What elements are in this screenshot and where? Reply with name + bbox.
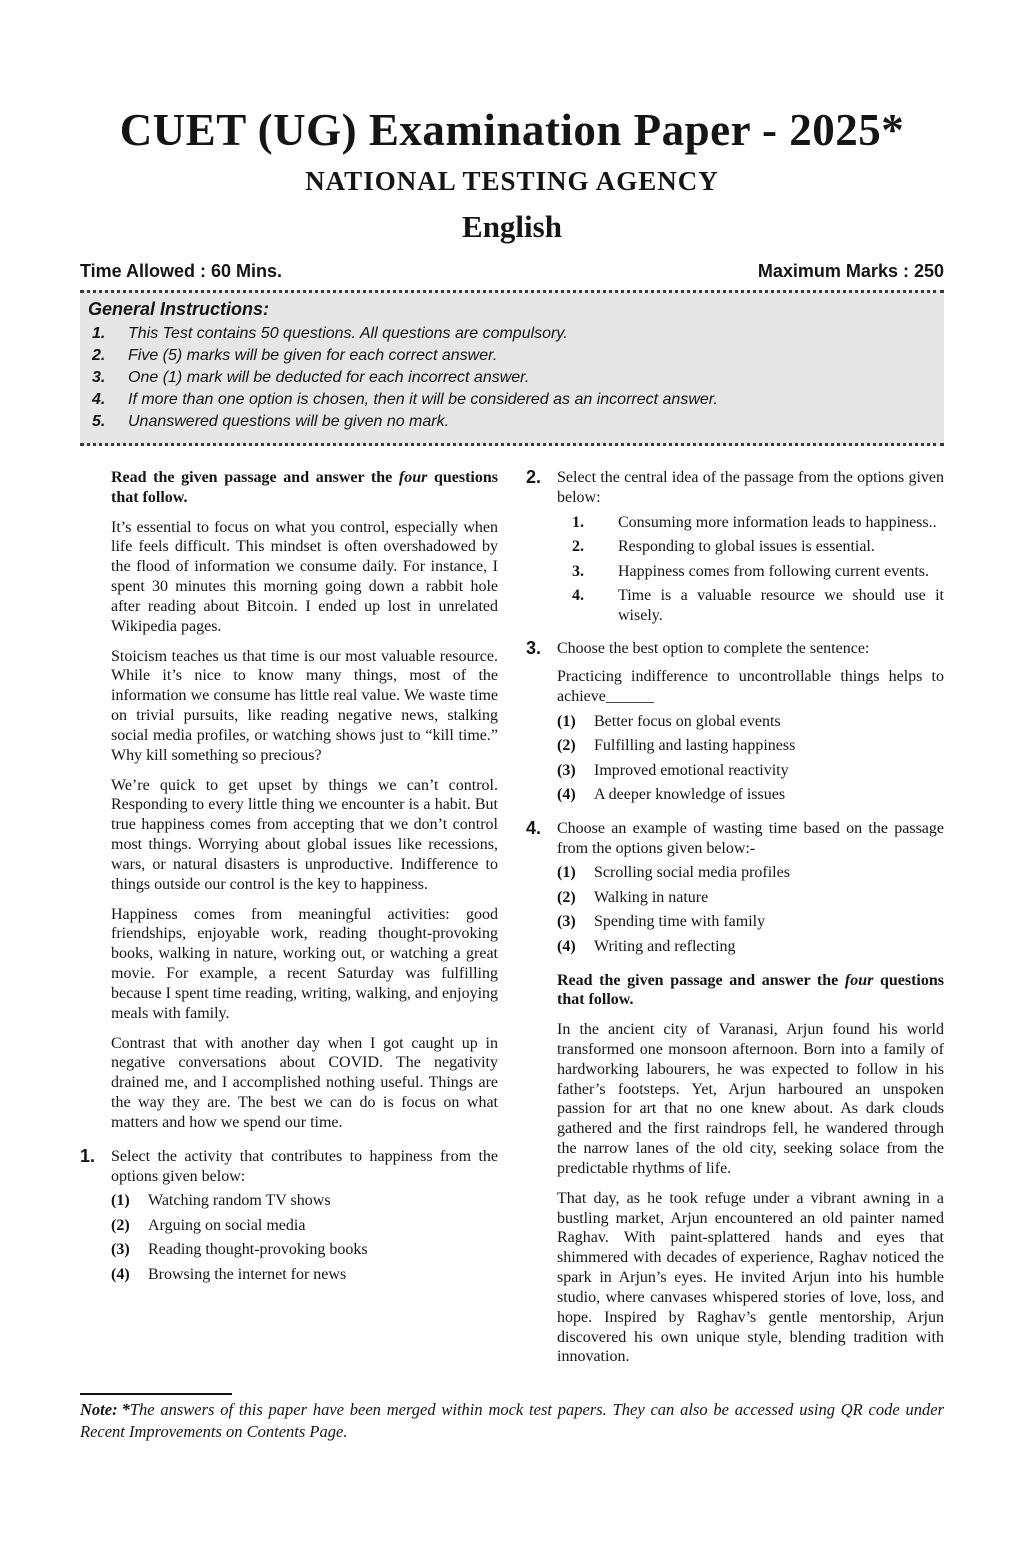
option-text: Walking in nature [594,888,709,906]
passage-header-text: questions that follow. [557,971,944,1009]
passage-paragraph: We’re quick to get upset by things we can’t control. Responding to every little thing we encounter is a habit. But true happiness comes from accepting that we don’t control most things. Worrying about global issues like recessions, wars, or natural disasters is unproductive. Indifference to things outside our control is the key to happiness. [111,776,498,893]
option-text: Arguing on social media [148,1216,306,1234]
question-4 [526,819,944,957]
option-text: Writing and reflecting [594,937,736,955]
question-3 [526,639,944,805]
question-number: 3. [526,638,542,659]
instruction-text: Five (5) marks will be given for each correct answer. [128,347,498,364]
option-label: 3. [572,562,584,580]
option-text: Responding to global issues is essential. [618,538,875,556]
option-label: 1. [572,513,584,531]
instruction-item [88,413,932,431]
option-label: (1) [557,712,576,730]
right-column [526,468,944,1377]
option [557,785,944,805]
option [111,1240,498,1260]
option-label: (3) [111,1241,130,1259]
option-label: 4. [572,587,584,605]
options-list [111,1191,498,1284]
question-number: 2. [526,467,542,487]
exam-paper-page [0,104,1024,1442]
option-text: Browsing the internet for news [148,1265,347,1283]
passage-header-text: Read the given passage and answer the [111,469,399,486]
question-text: Select the central idea of the passage from the options given below: [557,469,944,506]
instruction-number: 5. [92,413,106,430]
passage-header-emphasis: four [844,971,874,989]
option-text: Spending time with family [594,913,766,931]
option-label: 2. [572,538,584,556]
option-text: Happiness comes from following current events. [618,562,930,580]
option-text: Time is a valuable resource we should use it wisely. [618,587,944,624]
footnote [80,1393,944,1442]
passage-paragraph: Contrast that with another day when I got caught up in negative conversations about COVID. The negativity drained me, and I accomplished nothing useful. Things are the way they are. The best we can do is focus on what matters and how we spend our time. [111,1034,498,1131]
instructions-heading: General Instructions: [88,299,270,319]
instruction-item [88,347,932,365]
instruction-item [88,369,932,387]
question-body [557,819,944,957]
option [111,1265,498,1285]
option [557,912,944,932]
passage-1 [111,468,498,1133]
instruction-number: 3. [92,369,106,386]
footnote-text [80,1399,944,1442]
option-label: (1) [111,1192,130,1210]
passage-paragraph: In the ancient city of Varanasi, Arjun found his world transformed one monsoon afternoon. Born into a family of hardworking labourers, he was expected to follow in his father’s footsteps. Yet, Arjun harboured an unspoken passion for art that no one knew about. As dark clouds gathered and the first raindrops fell, he wandered through the narrow lanes of the old city, seeking solace from the predictable rhythms of life. [557,1021,944,1177]
option-label: (3) [557,761,576,779]
option-text: Reading thought-provoking books [148,1241,368,1259]
general-instructions-box [80,290,944,446]
question-body [111,1147,498,1285]
option [557,736,944,756]
option-label: (4) [557,786,576,804]
passage-2-header [557,971,944,1011]
instruction-number: 2. [92,347,106,364]
option [557,537,944,557]
passage-header-text: Read the given passage and answer the [557,971,845,989]
maximum-marks: Maximum Marks : 250 [757,261,944,281]
options-list [557,712,944,805]
option-label: (4) [557,937,576,955]
option-text: Improved emotional reactivity [594,761,789,779]
option [111,1191,498,1211]
option-label: (2) [557,888,576,906]
footnote-asterisk: * [121,1400,130,1420]
question-text: Choose the best option to complete the sentence: [557,640,870,658]
question-columns [80,468,944,1377]
option [557,863,944,883]
footnote-divider [80,1393,232,1395]
question-body [557,468,944,625]
instruction-item [88,325,932,343]
option-text: A deeper knowledge of issues [594,786,786,804]
meta-row [80,261,944,282]
instruction-text: Unanswered questions will be given no mark. [128,413,450,430]
option [557,562,944,582]
left-column [80,468,498,1377]
option-label: (1) [557,864,576,882]
passage-1-header [111,468,498,508]
passage-header-text: questions that follow. [111,469,498,506]
question-text: Choose an example of wasting time based on the passage from the options given below:- [557,819,944,857]
passage-2 [557,971,944,1368]
option-label: (4) [111,1265,130,1283]
question-subtext: Practicing indifference to uncontrollable things helps to achieve______ [557,668,944,705]
question-number: 4. [526,817,542,838]
passage-paragraph: It’s essential to focus on what you control, especially when life feels difficult. This mindset is often overshadowed by the flood of information we consume daily. For instance, I spent 30 minutes this morning going down a rabbit hole after reading about Bitcoin. I ended up lost in unrelated Wikipedia pages. [111,518,498,635]
instruction-text: One (1) mark will be deducted for each incorrect answer. [128,369,530,386]
question-1 [80,1147,498,1285]
subject-title: English [462,209,562,244]
option-label: (3) [557,913,576,931]
instruction-item [88,391,932,409]
options-list [557,863,944,956]
passage-paragraph: Happiness comes from meaningful activities: good friendships, enjoyable work, reading thought-provoking books, walking in nature, working out, or watching a great movie. For example, a recent Saturday was fulfilling because I spent time reading, writing, walking, and enjoying meals with family. [111,905,499,1022]
footnote-label: Note: [80,1400,118,1420]
option-text: Scrolling social media profiles [594,864,790,882]
option-text: Fulfilling and lasting happiness [594,737,796,755]
option [111,1216,498,1236]
option [557,937,944,957]
option-text: Consuming more information leads to happiness.. [618,513,937,531]
option [557,888,944,908]
instruction-number: 1. [92,325,106,342]
option [557,586,944,625]
footnote-body: The answers of this paper have been merged within mock test papers. They can also be accessed using QR code under Recent Improvements on Contents Page. [80,1400,944,1441]
agency-name: NATIONAL TESTING AGENCY [305,166,719,196]
question-text: Select the activity that contributes to happiness from the options given below: [111,1147,498,1185]
page-title: CUET (UG) Examination Paper - 2025* [119,105,905,155]
option-text: Better focus on global events [594,712,781,730]
instruction-number: 4. [92,391,106,408]
option [557,513,944,533]
passage-header-emphasis: four [398,469,428,486]
option [557,712,944,732]
time-allowed: Time Allowed : 60 Mins. [80,261,283,281]
option-label: (2) [111,1216,130,1234]
passage-paragraph: That day, as he took refuge under a vibrant awning in a bustling market, Arjun encountered an old painter named Raghav. With paint-splattered hands and eyes that shimmered with decades of experience, Raghav noticed the spark in Arjun’s eyes. He invited Arjun into his humble studio, where canvases whispered stories of love, loss, and hope. Inspired by Raghav’s gentle mentorship, Arjun discovered his own unique style, blending tradition with innovation. [557,1189,944,1366]
option-label: (2) [557,737,576,755]
instruction-text: This Test contains 50 questions. All questions are compulsory. [128,325,568,342]
option [557,761,944,781]
passage-paragraph: Stoicism teaches us that time is our most valuable resource. While it’s nice to know many things, most of the information we consume has little real value. We waste time on trivial pursuits, like reading negative news, stalking social media profiles, or watching shows just to “kill time.” Why kill something so precious? [111,647,498,764]
question-number: 1. [80,1145,96,1166]
question-2 [526,468,944,625]
options-list [557,513,944,626]
question-body [557,639,944,805]
instruction-text: If more than one option is chosen, then it will be considered as an incorrect answer. [128,391,718,408]
option-text: Watching random TV shows [148,1192,331,1210]
